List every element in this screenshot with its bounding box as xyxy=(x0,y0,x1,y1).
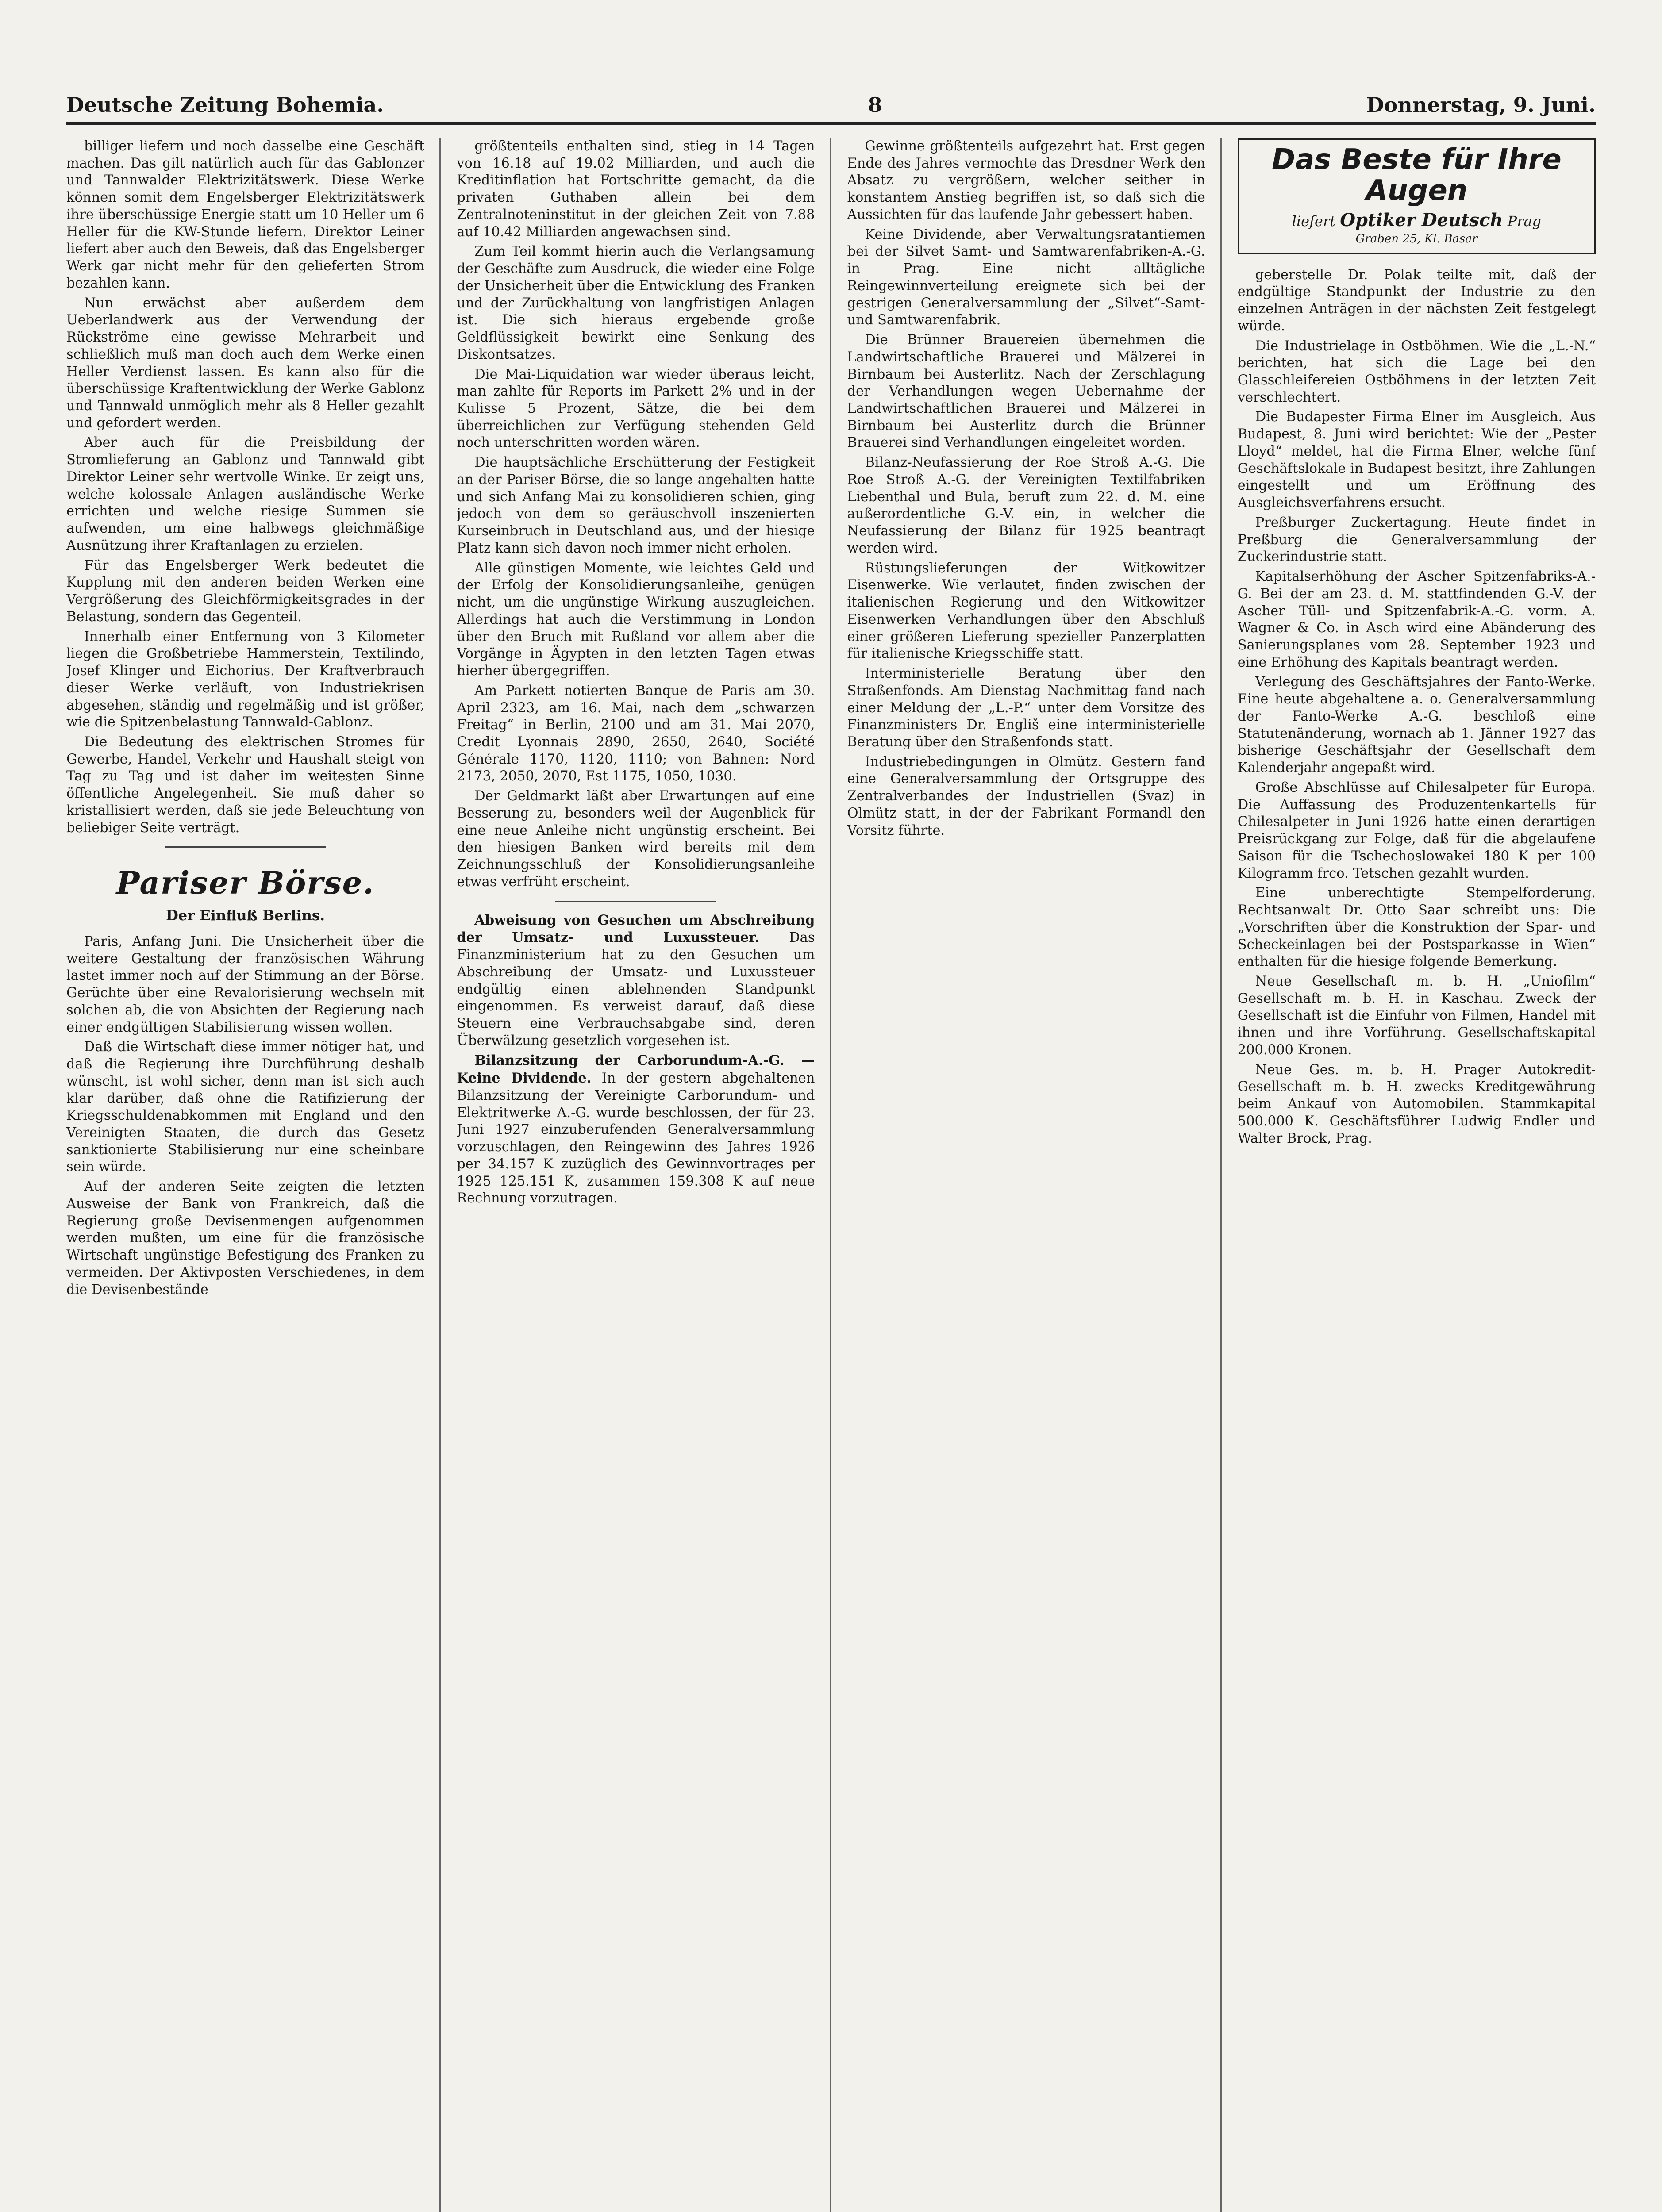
article-paragraph: Auf der anderen Seite zeigten die letzten Ausweise der Bank von Frankreich, daß die Regierung große Devisenmengen aufgenommen werden mußten, um eine für die französische Wirtschaft ungünstige Befestigung des Franken zu vermeiden. Der Aktivposten Verschiedenes, in dem die Devisenbestände xyxy=(66,1179,425,1298)
article-paragraph: geberstelle Dr. Polak teilte mit, daß der endgültige Standpunkt der Industrie zu den einzelnen Anträgen in der nächsten Zeit festgelegt würde. xyxy=(1237,267,1596,334)
article-paragraph: Daß die Wirtschaft diese immer nötiger hat, und daß die Regierung ihre Durchführung deshalb wünscht, ist wohl sicher, denn man ist sich auch klar darüber, daß ohne die Ratifizierung der Kriegsschuldenabkommen mit England und den Vereinigten Staaten, die durch das Gesetz sanktionierte Stabilisierung nur eine scheinbare sein würde. xyxy=(66,1039,425,1175)
article-paragraph: Bilanz-Neufassierung der Roe Stroß A.-G. Die Roe Stroß A.-G. der Vereinigten Textilfabriken Liebenthal und Bula, beruft zum 22. d. M. eine außerordentliche G.-V. ein, in welcher die Neufassierung der Bilanz für 1925 beantragt werden wird. xyxy=(847,455,1205,556)
article-paragraph: Die Brünner Brauereien übernehmen die Landwirtschaftliche Brauerei und Mälzerei in Birnbaum bei Austerlitz. Nach der Zerschlagung der Verhandlungen wegen Uebernahme der Landwirtschaftlichen Brauerei und Mälzerei in Birnbaum bei Austerlitz durch die Brünner Brauerei sind Verhandlungen eingeleitet worden. xyxy=(847,332,1205,451)
article-paragraph: Am Parkett notierten Banque de Paris am 30. April 2323, am 16. Mai, nach dem „schwarzen Freitag“ in Berlin, 2100 und am 31. Mai 2070, Credit Lyonnais 2890, 2650, 2640, Société Générale 1170, 1120, 1110; von Bahnen: Nord 2173, 2050, 2070, Est 1175, 1050, 1030. xyxy=(457,683,815,784)
article-paragraph: Innerhalb einer Entfernung von 3 Kilometer liegen die Großbetriebe Hammerstein, Textilindo, Josef Klinger und Eichorius. Der Kraftverbrauch dieser Werke verläuft, von Industriekrisen abgesehen, ständig und regelmäßig und ist größer, wie die Spitzenbelastung Tannwald-Gablonz. xyxy=(66,629,425,730)
article-paragraph: Die Bedeutung des elektrischen Stromes für Gewerbe, Handel, Verkehr und Haushalt steigt von Tag zu Tag und ist daher im weitesten Sinne öffentliche Angelegenheit. Sie muß daher so kristallisiert werden, daß sie jede Beleuchtung von beliebiger Seite verträgt. xyxy=(66,734,425,836)
divider xyxy=(555,901,716,902)
article-paragraph: Paris, Anfang Juni. Die Unsicherheit über die weitere Gestaltung der französischen Währung lastet immer noch auf der Stimmung an der Börse. Gerüchte über eine Revalorisierung wechseln mit solchen ab, die von Absichten der Regierung nach einer endgültigen Stabilisierung wissen wollen. xyxy=(66,933,425,1035)
column-3 xyxy=(847,138,1222,2212)
article-paragraph: Keine Dividende, aber Verwaltungsratantiemen bei der Silvet Samt- und Samtwarenfabriken-A.-G. in Prag. Eine nicht alltägliche Reingewinnverteilung ereignete sich bei der gestrigen Generalversammlung der „Silvet“-Samt- und Samtwarenfabrik. xyxy=(847,227,1205,328)
article-paragraph: Die Budapester Firma Elner im Ausgleich. Aus Budapest, 8. Juni wird berichtet: Wie der „Pester Lloyd“ meldet, hat die Firma Elner, welche fünf Geschäftslokale in Budapest besitzt, ihre Zahlungen eingestellt und um Eröffnung des Ausgleichsverfahrens ersucht. xyxy=(1237,409,1596,511)
article-paragraph: Große Abschlüsse auf Chilesalpeter für Europa. Die Auffassung des Produzentenkartells für Chilesalpeter in Juni 1926 hatte einen derartigen Preisrückgang zur Folge, daß für die abgelaufene Saison für die Tschechoslowakei 180 K per 100 Kilogramm frco. Tetschen gezahlt wurden. xyxy=(1237,780,1596,881)
article-paragraph: Rüstungslieferungen der Witkowitzer Eisenwerke. Wie verlautet, finden zwischen der italienischen Regierung und den Witkowitzer Eisenwerken Verhandlungen über den Abschluß einer größeren Lieferung spezieller Panzerplatten für italienische Kriegsschiffe statt. xyxy=(847,560,1205,662)
article-paragraph: Interministerielle Beratung über den Straßenfonds. Am Dienstag Nachmittag fand nach einer Meldung der „L.-P.“ unter dem Vorsitze des Finanzministers Dr. Engliš eine interministerielle Beratung über den Straßenfonds statt. xyxy=(847,666,1205,750)
notice-title: Bilanzsitzung der Carborundum-A.-G. — Keine Dividende. xyxy=(457,1052,815,1087)
article-paragraph: Kapitalserhöhung der Ascher Spitzenfabriks-A.-G. Bei der am 23. d. M. stattfindenden G.-V. der Ascher Tüll- und Spitzenfabrik-A.-G. vorm. A. Wagner & Co. in Asch wird eine Abänderung des Sanierungsplanes vom 28. September 1923 und eine Erhöhung des Kapitals beantragt werden. xyxy=(1237,569,1596,670)
notice-text: In der gestern abgehaltenen Bilanzsitzung der Vereinigte Carborundum- und Elektritwerke A.-G. wurde beschlossen, der für 23. Juni 1927 einzuberufenden Generalversammlung vorzuschlagen, den Reingewinn des Jahres 1926 per 34.157 K zuzüglich des Gewinnvortrages per 1925 125.151 K, zusammen 159.308 K auf neue Rechnung vorzutragen. xyxy=(457,1071,815,1206)
article-paragraph: Eine unberechtigte Stempelforderung. Rechtsanwalt Dr. Otto Saar schreibt uns: Die „Vorschriften über die Konstruktion der Spar- und Scheckeinlagen bei der Postsparkasse in Wien“ enthalten für die hiesige folgende Bemerkung. xyxy=(1237,885,1596,970)
column-2 xyxy=(457,138,831,2212)
article-paragraph: Der Geldmarkt läßt aber Erwartungen auf eine Besserung zu, besonders weil der Augenblick für eine neue Anleihe nicht ungünstig erscheint. Bei den hiesigen Banken wird bereits mit dem Zeichnungsschluß der Konsolidierungsanleihe etwas verfrüht erscheint. xyxy=(457,788,815,890)
article-paragraph: Die Mai-Liquidation war wieder überaus leicht, man zahlte für Reports im Parkett 2% und in der Kulisse 5 Prozent, Sätze, die bei dem überreichlichen zur Verfügung stehenden Geld noch unterschritten worden wären. xyxy=(457,366,815,451)
article-paragraph: Neue Ges. m. b. H. Prager Autokredit-Gesellschaft m. b. H. zwecks Kreditgewährung beim Ankauf von Automobilen. Stammkapital 500.000 K. Geschäftsführer Ludwig Endler und Walter Brock, Prag. xyxy=(1237,1062,1596,1146)
article-paragraph: Aber auch für die Preisbildung der Stromlieferung an Gablonz und Tannwald gibt Direktor Leiner sehr wertvolle Winke. Er zeigt uns, welche kolossale Anlagen ausländische Werke errichten und welche riesige Summen sie aufwenden, um eine halbwegs gleichmäßige Ausnützung ihrer Kraftanlagen zu erzielen. xyxy=(66,435,425,553)
article-paragraph: größtenteils enthalten sind, stieg in 14 Tagen von 16.18 auf 19.02 Milliarden, und auch die Kreditinflation hat Fortschritte gemacht, da die privaten Guthaben allein bei dem Zentralnoteninstitut in der gleichen Zeit von 7.88 auf 10.42 Milliarden angewachsen sind. xyxy=(457,138,815,240)
ad-firm: Optiker Deutsch xyxy=(1340,209,1503,230)
ad-subline xyxy=(1246,209,1588,232)
divider xyxy=(165,846,326,848)
ad-prefix: liefert xyxy=(1292,212,1336,230)
column-4 xyxy=(1238,138,1596,2212)
column-1 xyxy=(66,138,441,2212)
page-number: 8 xyxy=(868,93,882,117)
ad-address: Graben 25, Kl. Basar xyxy=(1355,232,1478,246)
article-paragraph: Gewinne größtenteils aufgezehrt hat. Erst gegen Ende des Jahres vermochte das Dresdner Werk den Absatz zu vergrößern, welcher seither in konstantem Anstieg begriffen ist, so daß sich die Aussichten für das laufende Jahr gebessert haben. xyxy=(847,138,1205,223)
article-paragraph: Nun erwächst aber außerdem dem Ueberlandwerk aus der Verwendung der Rückströme eine gewisse Mehrarbeit und schließlich muß man doch auch dem Werke einen Heller Verdienst lassen. Es kann also für die überschüssige Kraftentwicklung der Werke Gablonz und Tannwald unmöglich mehr als 8 Heller gezahlt und gefordert werden. xyxy=(66,295,425,431)
section-heading: Pariser Börse. xyxy=(116,864,375,902)
ad-city: Prag xyxy=(1507,212,1542,230)
notice-paragraph xyxy=(457,912,815,1050)
article-paragraph: Neue Gesellschaft m. b. H. „Uniofilm“ Gesellschaft m. b. H. in Kaschau. Zweck der Gesellschaft ist die Einfuhr von Filmen, Handel mit ihnen und ihre Vorführung. Gesellschaftskapital 200.000 Kronen. xyxy=(1237,973,1596,1058)
article-paragraph: Für das Engelsberger Werk bedeutet die Kupplung mit den anderen beiden Werken eine Vergrößerung des Gleichförmigkeitsgrades in der Belastung, sondern das Gegenteil. xyxy=(66,557,425,625)
article-paragraph: Industriebedingungen in Olmütz. Gestern fand eine Generalversammlung der Ortsgruppe des Zentralverbandes der Industriellen (Svaz) in Olmütz statt, in der der Fabrikant Formandl den Vorsitz führte. xyxy=(847,754,1205,838)
notice-text: Das Finanzministerium hat zu den Gesuchen um Abschreibung der Umsatz- und Luxussteuer endgültig einen ablehnenden Standpunkt eingenommen. Es verweist darauf, daß diese Steuern eine Verbrauchsabgabe sind, deren Überwälzung gesetzlich vorgesehen ist. xyxy=(457,930,815,1048)
article-paragraph: Die Industrielage in Ostböhmen. Wie die „L.-N.“ berichten, hat sich die Lage bei den Glasschleifereien Ostböhmens in der letzten Zeit verschlechtert. xyxy=(1237,338,1596,405)
article-paragraph: Preßburger Zuckertagung. Heute findet in Preßburg die Generalversammlung der Zuckerindustrie statt. xyxy=(1237,515,1596,565)
ad-title: Das Beste für Ihre Augen xyxy=(1271,143,1562,207)
article-paragraph: Alle günstigen Momente, wie leichtes Geld und der Erfolg der Konsolidierungsanleihe, genügen nicht, um die ungünstige Wirkung auszugleichen. Allerdings hat auch die Verstimmung in London über den Bruch mit Rußland vor allem aber die Vorgänge in Ägypten in den letzten Tagen etwas hierher übergegriffen. xyxy=(457,560,815,679)
masthead-date: Donnerstag, 9. Juni. xyxy=(1366,93,1596,117)
masthead-title: Deutsche Zeitung Bohemia. xyxy=(66,93,384,117)
advertisement xyxy=(1238,138,1596,254)
notice-paragraph xyxy=(457,1052,815,1207)
article-paragraph: Verlegung des Geschäftsjahres der Fanto-Werke. Eine heute abgehaltene a. o. Generalversammlung der Fanto-Werke A.-G. beschloß eine Statutenänderung, wornach ab 1. Jänner 1927 das bisherige Geschäftsjahr der Gesellschaft dem Kalenderjahr angepaßt wird. xyxy=(1237,674,1596,776)
masthead xyxy=(66,93,1596,125)
notice-title: Abweisung von Gesuchen um Abschreibung der Umsatz- und Luxussteuer. xyxy=(457,912,815,946)
section-subheading: Der Einfluß Berlins. xyxy=(166,907,325,924)
columns xyxy=(66,138,1596,2212)
article-paragraph: Die hauptsächliche Erschütterung der Festigkeit an der Pariser Börse, die so lange angehalten hatte und sich Anfang Mai zu konsolidieren schien, ging jedoch von dem so geräuschvoll inszenierten Kurseinbruch in Deutschland aus, und der hiesige Platz kann sich davon noch immer nicht erholen. xyxy=(457,455,815,556)
article-paragraph: Zum Teil kommt hierin auch die Verlangsamung der Geschäfte zum Ausdruck, die wieder eine Folge der Unsicherheit über die Entwicklung des Franken und der Zurückhaltung von langfristigen Anlagen ist. Die sich hieraus ergebende große Geldflüssigkeit bewirkt eine Senkung des Diskontsatzes. xyxy=(457,244,815,362)
article-paragraph: billiger liefern und noch dasselbe eine Geschäft machen. Das gilt natürlich auch für das Gablonzer und Tannwalder Elektrizitätswerk. Diese Werke können somit dem Engelsberger Elektrizitätswerk ihre überschüssige Energie statt um 10 Heller um 6 Heller für die KW-Stunde liefern. Direktor Leiner liefert aber auch den Beweis, daß das Engelsberger Werk gar nicht mehr für den gelieferten Strom bezahlen kann. xyxy=(66,138,425,291)
